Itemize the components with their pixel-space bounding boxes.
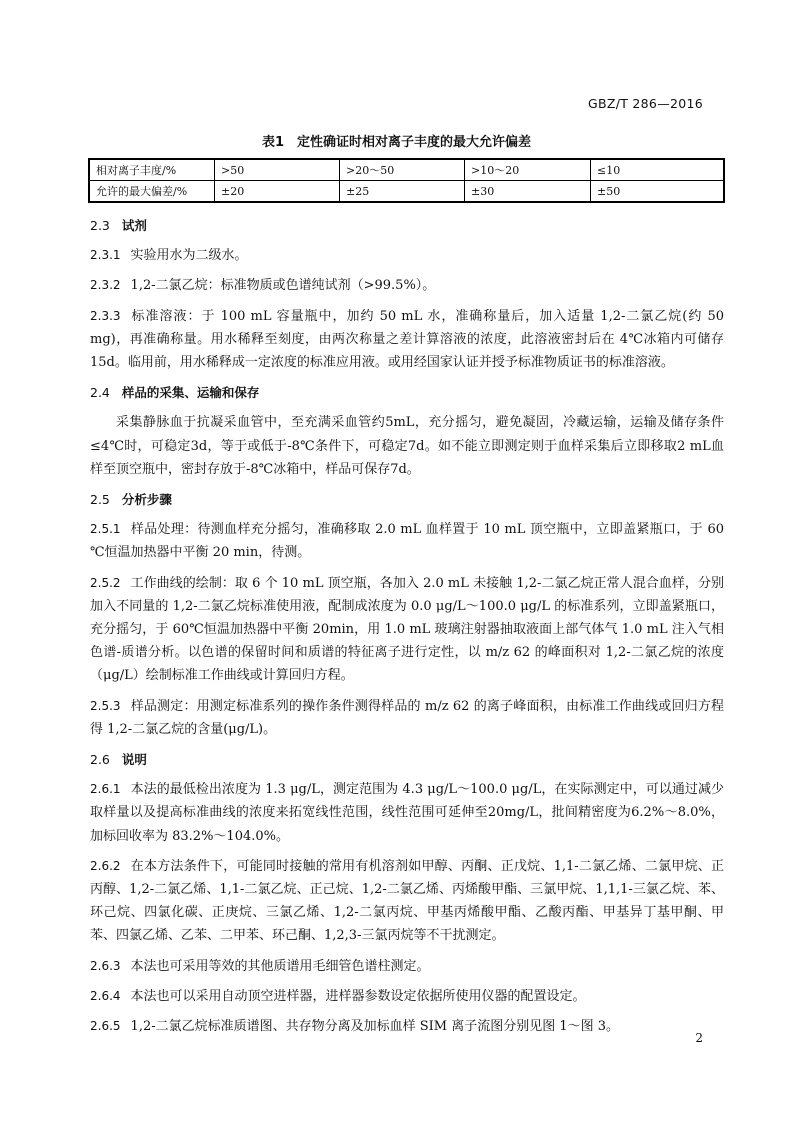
clause-2-6-1: 2.6.1 本法的最低检出浓度为 1.3 μg/L，测定范围为 4.3 μg/L～100.0 μg/L，在实际测定中，可以通过减少取样量以及提高标准曲线的浓度来拓宽线性范围，线性范围可延伸至20mg/L，批间精密度为6.2%～8.0%，加标回收率为 83.2%～104.0%。 [90,782,724,844]
clause-2-6-4: 2.6.4 本法也可以采用自动顶空进样器，进样器参数设定依据所使用仪器的配置设定。 [90,988,586,1004]
clause-2-5-3: 2.5.3 样品测定：用测定标准系列的操作条件测得样品的 m/z 62 的离子峰面积，由标准工作曲线或回归方程得 1,2-二氯乙烷的含量(μg/L)。 [90,698,724,737]
table-cell: >10～20 [465,159,591,181]
section-heading-2-3: 2.3 试剂 [90,218,147,233]
table-cell: 允许的最大偏差/% [89,181,215,203]
clause-2-6-2: 2.6.2 在本方法条件下，可能同时接触的常用有机溶剂如甲醇、丙酮、正戊烷、1,1-二氯乙烯、二氯甲烷、正丙醇、1,2-二氯乙烯、1,1-二氯乙烷、正己烷、1,2-二氯乙烯、丙烯酸甲酯、三氯甲烷、1,1,1-三氯乙烷、苯、环己烷、四氯化碳、正庚烷、三氯乙烯、1,2-二氯丙烷、甲基丙烯酸甲酯、乙酸丙酯、甲基异丁基甲酮、甲苯、四氯乙烯、乙苯、二甲苯、环己酮、1,2,3-三氯丙烷等不干扰测定。 [90,858,724,944]
section-heading-2-4: 2.4 样品的采集、运输和保存 [90,385,260,401]
table-cell: ±50 [591,181,725,203]
table-cell: >50 [215,159,340,181]
paragraph-2-4: 采集静脉血于抗凝采血管中，至充满采血管约5mL，充分摇匀，避免凝固，冷藏运输，运输及储存条件≤4℃时，可稳定3d，等于或低于-8℃条件下，可稳定7d。如不能立即测定则于血样采集后立即移取2 mL血样至顶空瓶中，密封存放于-8℃冰箱中，样品可保存7d。 [90,415,724,477]
table-caption: 表1 定性确证时相对离子丰度的最大允许偏差 [261,135,532,150]
table-row [89,181,724,203]
clause-2-3-3: 2.3.3 标准溶液：于 100 mL 容量瓶中，加约 50 mL 水，准确称量后，加入适量 1,2-二氯乙烷(约 50 mg)，再准确称量。用水稀释至刻度，由两次称量之差计算溶液的浓度，此溶液密封后在 4℃冰箱内可储存 15d。临用前，用水稀释成一定浓度的标准应用液。或用经国家认证并授予标准物质证书的标准溶液。 [90,308,724,371]
page-number: 2 [695,1031,703,1045]
section-heading-2-5: 2.5 分析步骤 [90,492,172,508]
clause-2-3-1: 2.3.1 实验用水为二级水。 [90,248,248,264]
clause-2-6-5: 2.6.5 1,2-二氯乙烷标准质谱图、共存物分离及加标血样 SIM 离子流图分别见图 1～图 3。 [90,1019,620,1035]
standard-code: GBZ/T 286—2016 [587,96,703,111]
section-heading-2-6: 2.6 说明 [90,752,147,768]
table-cell: >20～50 [340,159,465,181]
clause-2-3-2: 2.3.2 1,2-二氯乙烷：标准物质或色谱纯试剂（>99.5%）。 [90,278,436,294]
clause-2-5-2: 2.5.2 工作曲线的绘制：取 6 个 10 mL 顶空瓶，各加入 2.0 mL 未接触 1,2-二氯乙烷正常人混合血样，分别加入不同量的 1,2-二氯乙烷标准使用液，配制成浓度为 0.0 μg/L～100.0 μg/L 的标准系列，立即盖紧瓶口，充分摇匀，于 60℃恒温加热器中平衡 20min，用 1.0 mL 玻璃注射器抽取液面上部气体气 1.0 mL 注入气相色谱-质谱分析。以色谱的保留时间和质谱的特征离子进行定性，以 m/z 62 的峰面积对 1,2-二氯乙烷的浓度（μg/L）绘制标准工作曲线或计算回归方程。 [90,575,724,684]
document-body [90,214,724,1045]
table-row [89,159,724,181]
deviation-table [88,158,725,203]
table-cell: ±30 [465,181,591,203]
table-cell: ±25 [340,181,465,203]
table-cell: ±20 [215,181,340,203]
clause-2-6-3: 2.6.3 本法也可采用等效的其他质谱用毛细管色谱柱测定。 [90,958,430,974]
table-cell: ≤10 [591,159,725,181]
table-cell: 相对离子丰度/% [89,159,215,181]
clause-2-5-1: 2.5.1 样品处理：待测血样充分摇匀，准确移取 2.0 mL 血样置于 10 mL 顶空瓶中，立即盖紧瓶口，于 60 ℃恒温加热器中平衡 20 min，待测。 [90,522,724,561]
